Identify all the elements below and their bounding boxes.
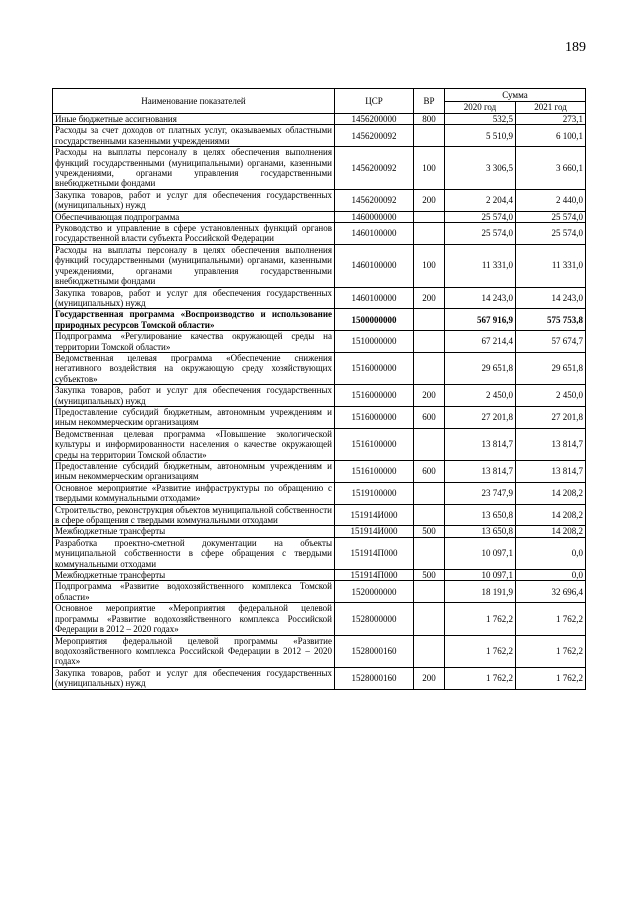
table-row [53,331,586,353]
cell-2021: 25 574,0 [516,211,586,222]
table-row [53,635,586,667]
cell-2020: 67 214,4 [445,331,516,353]
table-row [53,287,586,309]
cell-csr: 1528000000 [335,603,414,635]
cell-name: Основное мероприятие «Мероприятия федеральной целевой программы «Развитие водохозяйственного комплекса Российской Федерации в 2012 – 2020 годах» [53,603,335,635]
cell-vr: 500 [414,526,445,537]
table-row [53,428,586,460]
cell-vr: 200 [414,385,445,407]
cell-name: Государственная программа «Воспроизводство и использование природных ресурсов Томской области» [53,309,335,331]
cell-2020: 1 762,2 [445,635,516,667]
table-body [53,114,586,690]
cell-vr: 100 [414,147,445,190]
cell-vr [414,482,445,504]
cell-name: Иные бюджетные ассигнования [53,114,335,125]
cell-csr: 151914П000 [335,570,414,581]
cell-name: Строительство, реконструкция объектов муниципальной собственности в сфере обращения с твердыми коммунальными отходами [53,504,335,526]
cell-csr: 1456200092 [335,125,414,147]
cell-csr: 1520000000 [335,581,414,603]
cell-name: Разработка проектно-сметной документации на объекты муниципальной собственности в сфере обращения с твердыми коммунальными отходами [53,537,335,569]
cell-vr [414,352,445,384]
header-sum: Сумма [445,89,586,102]
cell-name: Межбюджетные трансферты [53,570,335,581]
cell-csr: 1516000000 [335,352,414,384]
cell-2020: 10 097,1 [445,570,516,581]
cell-2020: 23 747,9 [445,482,516,504]
cell-vr [414,309,445,331]
cell-2020: 29 651,8 [445,352,516,384]
cell-csr: 1528000160 [335,635,414,667]
cell-2021: 25 574,0 [516,223,586,245]
table-row [53,482,586,504]
table-row [53,603,586,635]
cell-2021: 6 100,1 [516,125,586,147]
cell-vr [414,223,445,245]
cell-vr: 600 [414,461,445,483]
cell-2021: 14 208,2 [516,504,586,526]
page-number: 189 [565,40,586,55]
cell-vr [414,537,445,569]
cell-vr [414,211,445,222]
cell-2021: 0,0 [516,537,586,569]
cell-2021: 0,0 [516,570,586,581]
cell-name: Ведомственная целевая программа «Повышение экологической культуры и информированности населения о качестве окружающей среды на территории Томской области» [53,428,335,460]
cell-vr: 200 [414,287,445,309]
cell-2021: 14 243,0 [516,287,586,309]
cell-csr: 1516100000 [335,428,414,460]
budget-table [52,88,586,690]
cell-csr: 1460100000 [335,223,414,245]
table-row [53,570,586,581]
table-row [53,385,586,407]
cell-vr [414,635,445,667]
cell-2020: 3 306,5 [445,147,516,190]
table-row [53,223,586,245]
cell-2021: 575 753,8 [516,309,586,331]
cell-name: Расходы на выплаты персоналу в целях обеспечения выполнения функций государственными (муниципальными) органами, казенными учреждениями, органами управления государственными внебюджетными фондами [53,147,335,190]
cell-2020: 27 201,8 [445,406,516,428]
cell-csr: 151914П000 [335,537,414,569]
cell-vr [414,125,445,147]
cell-2020: 2 204,4 [445,189,516,211]
table-row [53,114,586,125]
cell-csr: 1516000000 [335,406,414,428]
cell-2021: 14 208,2 [516,482,586,504]
table-row [53,189,586,211]
cell-name: Расходы за счет доходов от платных услуг, оказываемых областными государственными казенными учреждениями [53,125,335,147]
table-row [53,211,586,222]
cell-2021: 2 440,0 [516,189,586,211]
cell-2021: 1 762,2 [516,603,586,635]
header-year-2020: 2020 год [445,101,516,114]
cell-2020: 13 650,8 [445,504,516,526]
cell-vr: 100 [414,244,445,287]
cell-2020: 14 243,0 [445,287,516,309]
cell-csr: 1460100000 [335,244,414,287]
cell-2021: 14 208,2 [516,526,586,537]
cell-csr: 1528000160 [335,667,414,689]
cell-2020: 25 574,0 [445,211,516,222]
cell-vr: 500 [414,570,445,581]
table-row [53,667,586,689]
cell-2020: 13 814,7 [445,428,516,460]
header-year-2021: 2021 год [516,101,586,114]
cell-csr: 151914И000 [335,504,414,526]
cell-2021: 27 201,8 [516,406,586,428]
cell-vr [414,504,445,526]
cell-name: Предоставление субсидий бюджетным, автономным учреждениям и иным некоммерческим организациям [53,406,335,428]
table-row [53,147,586,190]
cell-name: Подпрограмма «Регулирование качества окружающей среды на территории Томской области» [53,331,335,353]
cell-2021: 1 762,2 [516,667,586,689]
cell-2020: 25 574,0 [445,223,516,245]
cell-vr [414,603,445,635]
table-row [53,352,586,384]
cell-2020: 13 814,7 [445,461,516,483]
cell-csr: 1460100000 [335,287,414,309]
cell-2020: 567 916,9 [445,309,516,331]
cell-name: Подпрограмма «Развитие водохозяйственного комплекса Томской области» [53,581,335,603]
cell-name: Руководство и управление в сфере установленных функций органов государственной власти субъекта Российской Федерации [53,223,335,245]
cell-name: Обеспечивающая подпрограмма [53,211,335,222]
table-row [53,526,586,537]
header-csr: ЦСР [335,89,414,114]
cell-name: Предоставление субсидий бюджетным, автономным учреждениям и иным некоммерческим организациям [53,461,335,483]
cell-csr: 1519100000 [335,482,414,504]
cell-2020: 1 762,2 [445,603,516,635]
cell-2021: 2 450,0 [516,385,586,407]
cell-csr: 1500000000 [335,309,414,331]
cell-2021: 29 651,8 [516,352,586,384]
table-row [53,504,586,526]
table-row [53,244,586,287]
cell-csr: 151914И000 [335,526,414,537]
cell-csr: 1456200092 [335,147,414,190]
cell-vr [414,581,445,603]
table-row [53,309,586,331]
cell-2021: 13 814,7 [516,428,586,460]
cell-name: Закупка товаров, работ и услуг для обеспечения государственных (муниципальных) нужд [53,189,335,211]
table-header [53,89,586,114]
cell-2020: 532,5 [445,114,516,125]
table-row [53,581,586,603]
cell-2021: 13 814,7 [516,461,586,483]
cell-csr: 1456200092 [335,189,414,211]
cell-csr: 1460000000 [335,211,414,222]
cell-name: Межбюджетные трансферты [53,526,335,537]
cell-2020: 18 191,9 [445,581,516,603]
cell-vr [414,331,445,353]
cell-csr: 1510000000 [335,331,414,353]
header-name: Наименование показателей [53,89,335,114]
cell-vr [414,428,445,460]
cell-2021: 1 762,2 [516,635,586,667]
cell-2020: 5 510,9 [445,125,516,147]
table-row [53,461,586,483]
cell-name: Ведомственная целевая программа «Обеспечение снижения негативного воздействия на окружающую среду хозяйствующих субъектов» [53,352,335,384]
cell-name: Закупка товаров, работ и услуг для обеспечения государственных (муниципальных) нужд [53,667,335,689]
cell-name: Расходы на выплаты персоналу в целях обеспечения выполнения функций государственными (муниципальными) органами, казенными учреждениями, органами управления государственными внебюджетными фондами [53,244,335,287]
cell-vr: 600 [414,406,445,428]
cell-name: Закупка товаров, работ и услуг для обеспечения государственных (муниципальных) нужд [53,385,335,407]
header-vr: ВР [414,89,445,114]
cell-2021: 11 331,0 [516,244,586,287]
cell-2021: 32 696,4 [516,581,586,603]
cell-name: Мероприятия федеральной целевой программы «Развитие водохозяйственного комплекса Российской Федерации в 2012 – 2020 годах» [53,635,335,667]
cell-2021: 57 674,7 [516,331,586,353]
cell-2020: 10 097,1 [445,537,516,569]
cell-name: Закупка товаров, работ и услуг для обеспечения государственных (муниципальных) нужд [53,287,335,309]
table-row [53,406,586,428]
table-row [53,537,586,569]
cell-2021: 273,1 [516,114,586,125]
cell-2020: 2 450,0 [445,385,516,407]
cell-2021: 3 660,1 [516,147,586,190]
table-row [53,125,586,147]
cell-name: Основное мероприятие «Развитие инфраструктуры по обращению с твердыми коммунальными отходами» [53,482,335,504]
cell-csr: 1456200000 [335,114,414,125]
cell-2020: 1 762,2 [445,667,516,689]
cell-csr: 1516100000 [335,461,414,483]
cell-vr: 200 [414,189,445,211]
cell-2020: 11 331,0 [445,244,516,287]
cell-vr: 800 [414,114,445,125]
cell-vr: 200 [414,667,445,689]
cell-2020: 13 650,8 [445,526,516,537]
cell-csr: 1516000000 [335,385,414,407]
